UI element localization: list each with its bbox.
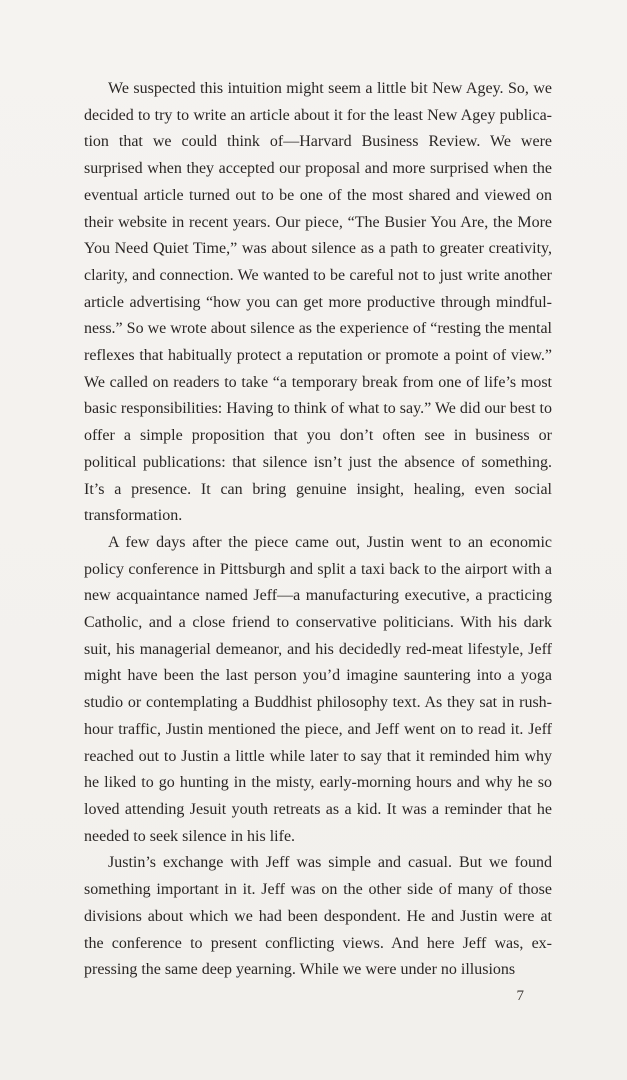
paragraph-3: Justin’s exchange with Jeff was simple and casual. But we found something important in it. Jeff was on the other side of many of those divisions about which we had been despondent. He and Justin were at the conference to present conflicting views. And here Jeff was, expressing the same deep yearning. While we were under no illusions: [84, 854, 552, 979]
paragraph-1: We suspected this intuition might seem a little bit New Agey. So, we decided to try to write an article about it for the least New Agey publication that we could think of—Harvard Business Review. We were surprised when they accepted our proposal and more surprised when the eventual article turned out to be one of the most shared and viewed on their website in recent years. Our piece, “The Busier You Are, the More You Need Quiet Time,” was about silence as a path to greater creativity, clarity, and connection. We wanted to be careful not to just write another article advertising “how you can get more productive through mindfulness.” So we wrote about silence as the experience of “resting the mental reflexes that habitually protect a reputation or promote a point of view.” We called on readers to take “a temporary break from one of life’s most basic responsibilities: Having to think of what to say.” We did our best to offer a simple proposition that you don’t often see in business or political publications: that silence isn’t just the absence of something. It’s a presence. It can bring genuine insight, healing, even social transformation.: [84, 80, 552, 525]
page-number: 7: [516, 988, 524, 1004]
paragraph-2: A few days after the piece came out, Justin went to an economic policy conference in Pittsburgh and split a taxi back to the airport with a new acquaintance named Jeff—a manufacturing executive, a practicing Catholic, and a close friend to conservative politicians. With his dark suit, his managerial demeanor, and his decidedly red-meat lifestyle, Jeff might have been the last person you’d imagine sauntering into a yoga studio or contemplating a Buddhist philosophy text. As they sat in rush-hour traffic, Justin mentioned the piece, and Jeff went on to read it. Jeff reached out to Justin a little while later to say that it reminded him why he liked to go hunting in the misty, early-morning hours and why he so loved attending Jesuit youth retreats as a kid. It was a reminder that he needed to seek silence in his life.: [84, 533, 552, 845]
body-text: [84, 76, 552, 984]
